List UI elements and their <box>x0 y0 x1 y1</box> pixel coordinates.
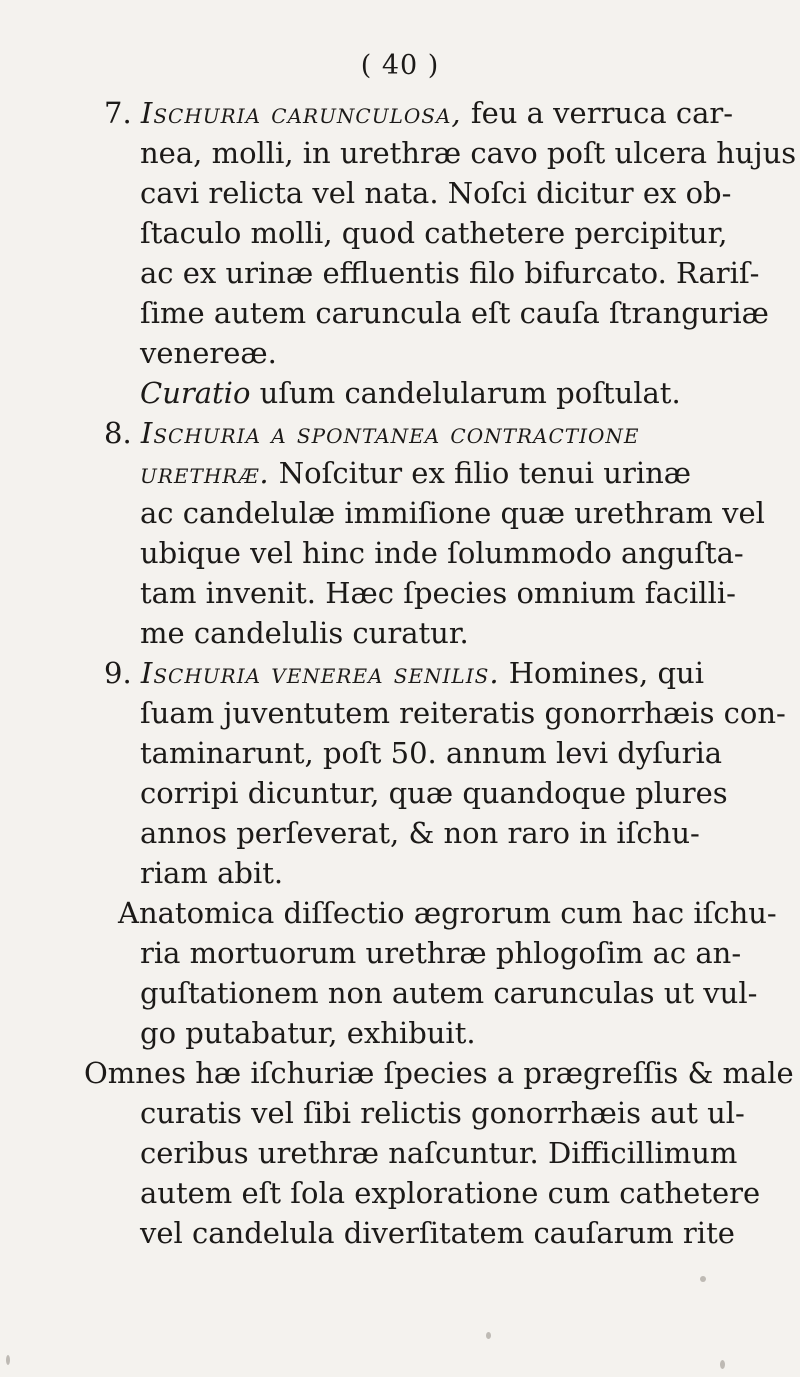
paper-speck <box>700 1276 706 1282</box>
line-text: Homines, qui <box>499 656 704 690</box>
line-text: uſum candelularum poſtulat. <box>250 376 681 410</box>
text-line: venereæ. <box>140 336 277 370</box>
text-line: annos perſeverat, & non raro in iſchu- <box>140 816 700 850</box>
text-line: riam abit. <box>140 856 284 890</box>
text-line <box>104 654 704 692</box>
line-text: Noſcitur ex filio tenui urinæ <box>269 456 692 490</box>
text-line: Omnes hæ iſchuriæ ſpecies a prægreſſis & male <box>84 1056 794 1090</box>
text-line: ac ex urinæ effluentis filo bifurcato. Rariſ- <box>140 256 760 290</box>
page-number: ( 40 ) <box>360 50 440 81</box>
text-line: ſtaculo molli, quod cathetere percipitur, <box>140 216 728 250</box>
text-line: go putabatur, exhibuit. <box>140 1016 476 1050</box>
line-text: feu a verruca car- <box>461 96 734 130</box>
item-heading: urethræ. <box>140 456 270 490</box>
item-heading: Ischuria venerea senilis. <box>140 656 500 690</box>
paper-speck <box>6 1355 10 1365</box>
text-line: ſuam juventutem reiteratis gonorrhæis con- <box>140 696 786 730</box>
text-line: ceribus urethræ naſcuntur. Difficillimum <box>140 1136 738 1170</box>
text-line: ria mortuorum urethræ phlogoſim ac an- <box>140 936 742 970</box>
text-line: Anatomica diſſectio ægrorum cum hac iſchu- <box>118 896 777 930</box>
text-line: ubique vel hinc inde ſolummodo anguſta- <box>140 536 744 570</box>
item-number: 9. <box>104 656 132 690</box>
text-line: vel candelula diverſitatem cauſarum rite <box>140 1216 735 1250</box>
text-line: curatis vel ſibi relictis gonorrhæis aut ul- <box>140 1096 745 1130</box>
text-line <box>104 94 733 132</box>
text-line: guſtationem non autem carunculas ut vul- <box>140 976 758 1010</box>
item-heading: Ischuria carunculosa, <box>140 96 462 130</box>
text-line: nea, molli, in urethræ cavo poſt ulcera hujus <box>140 136 797 170</box>
text-line <box>140 374 681 412</box>
text-line <box>104 414 640 452</box>
text-line: me candelulis curatur. <box>140 616 469 650</box>
item-number: 8. <box>104 416 132 450</box>
italic-term: Curatio <box>140 376 251 410</box>
text-line <box>140 454 691 492</box>
text-line: ſime autem caruncula eſt cauſa ſtranguriæ <box>140 296 769 330</box>
paper-speck <box>720 1360 725 1369</box>
paper-speck <box>486 1332 491 1339</box>
text-line: cavi relicta vel nata. Noſci dicitur ex ob- <box>140 176 732 210</box>
item-heading: Ischuria a spontanea contractione <box>140 416 640 450</box>
text-line: ac candelulæ immiſione quæ urethram vel <box>140 496 765 530</box>
text-line: corripi dicuntur, quæ quandoque plures <box>140 776 728 810</box>
text-line: taminarunt, poſt 50. annum levi dyſuria <box>140 736 723 770</box>
text-line: autem eſt ſola exploratione cum cathetere <box>140 1176 761 1210</box>
text-line: tam invenit. Hæc ſpecies omnium facilli- <box>140 576 736 610</box>
item-number: 7. <box>104 96 132 130</box>
